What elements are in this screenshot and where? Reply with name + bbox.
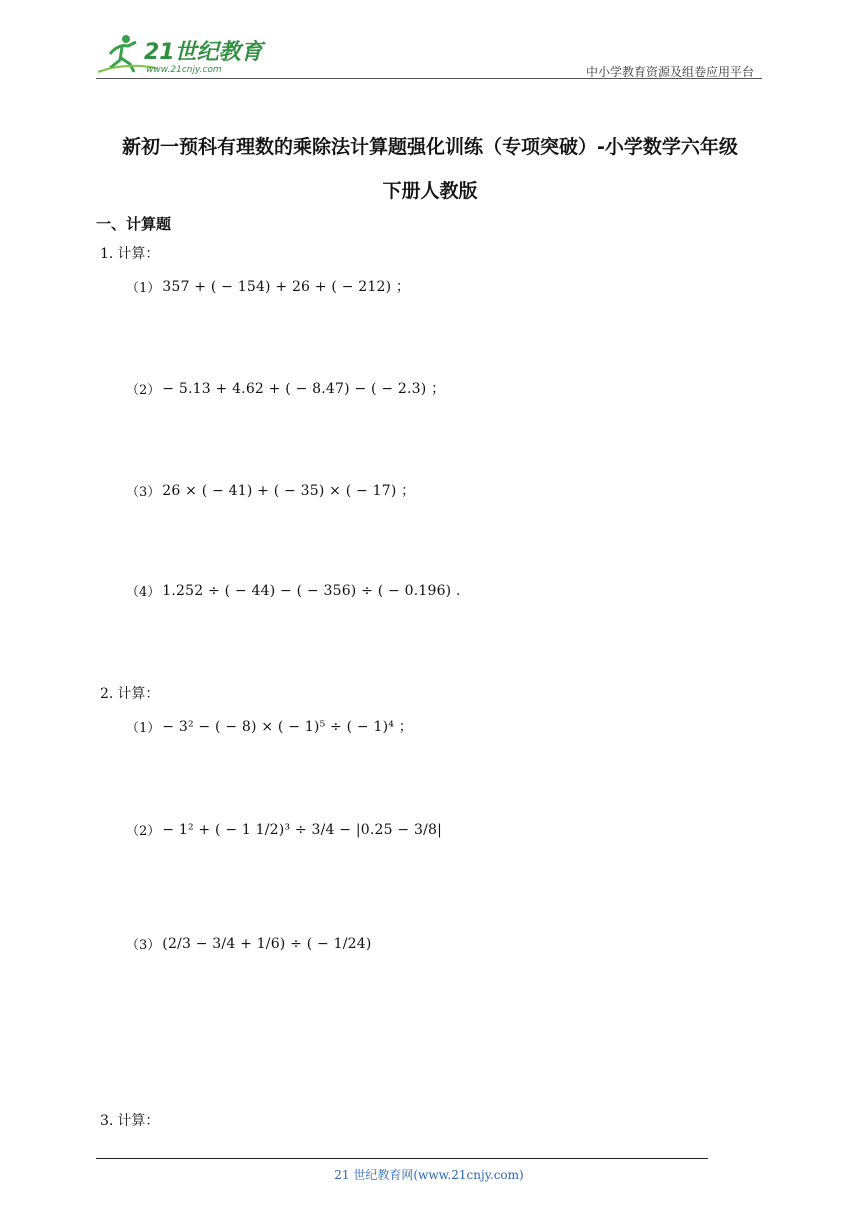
section-heading: 一、计算题 <box>96 215 172 233</box>
question-number: 1. <box>100 246 114 262</box>
svg-text:www.21cnjy.com: www.21cnjy.com <box>146 65 222 75</box>
item-label: （2） <box>126 824 161 839</box>
question-1-item-1 <box>126 276 410 296</box>
question-1-item-2 <box>126 378 445 398</box>
question-number: 3. <box>100 1113 114 1129</box>
question-prompt: 计算： <box>117 246 160 262</box>
page-header <box>96 32 762 78</box>
site-name: 中小学教育资源及组卷应用平台 <box>585 65 754 79</box>
question-1-item-4 <box>126 581 461 600</box>
footer-site-link[interactable]: 21 世纪教育网(www.21cnjy.com) <box>334 1168 524 1182</box>
math-expression: 357 + ( − 154) + 26 + ( − 212) ； <box>162 279 411 295</box>
math-expression: − 3² − ( − 8) × ( − 1)⁵ ÷ ( − 1)⁴ ； <box>162 719 413 735</box>
question-2 <box>100 683 159 703</box>
question-1-item-3 <box>126 480 415 500</box>
item-label: （3） <box>126 484 161 500</box>
question-number: 2. <box>100 686 114 702</box>
question-3 <box>100 1110 159 1130</box>
logo-21cnjy <box>96 32 276 76</box>
item-label: （2） <box>126 382 161 398</box>
svg-text:21世纪教育: 21世纪教育 <box>144 40 263 65</box>
question-2-item-3 <box>126 934 372 953</box>
question-prompt: 计算： <box>117 1113 160 1129</box>
question-1 <box>100 243 159 263</box>
question-prompt: 计算： <box>117 686 160 702</box>
math-expression: 26 × ( − 41) + ( − 35) × ( − 17) ； <box>162 483 416 499</box>
document-title-line-1: 新初一预科有理数的乘除法计算题强化训练（专项突破）-小学数学六年级 <box>122 136 738 158</box>
document-title-line-2: 下册人教版 <box>382 180 478 202</box>
footer-divider <box>96 1158 708 1159</box>
item-label: （1） <box>126 720 161 736</box>
math-expression: − 5.13 + 4.62 + ( − 8.47) − ( − 2.3) ； <box>162 381 446 397</box>
question-2-item-2 <box>126 820 442 839</box>
item-label: （1） <box>126 280 161 296</box>
item-label: （3） <box>126 938 161 953</box>
math-expression: 1.252 ÷ ( − 44) − ( − 356) ÷ ( − 0.196) . <box>162 582 461 599</box>
item-label: （4） <box>126 585 161 600</box>
math-expression: (2/3 − 3/4 + 1/6) ÷ ( − 1/24) <box>162 935 372 952</box>
header-divider <box>96 78 762 79</box>
question-2-item-1 <box>126 716 413 736</box>
math-expression: − 1² + ( − 1 1/2)³ ÷ 3/4 − |0.25 − 3/8| <box>162 821 443 838</box>
